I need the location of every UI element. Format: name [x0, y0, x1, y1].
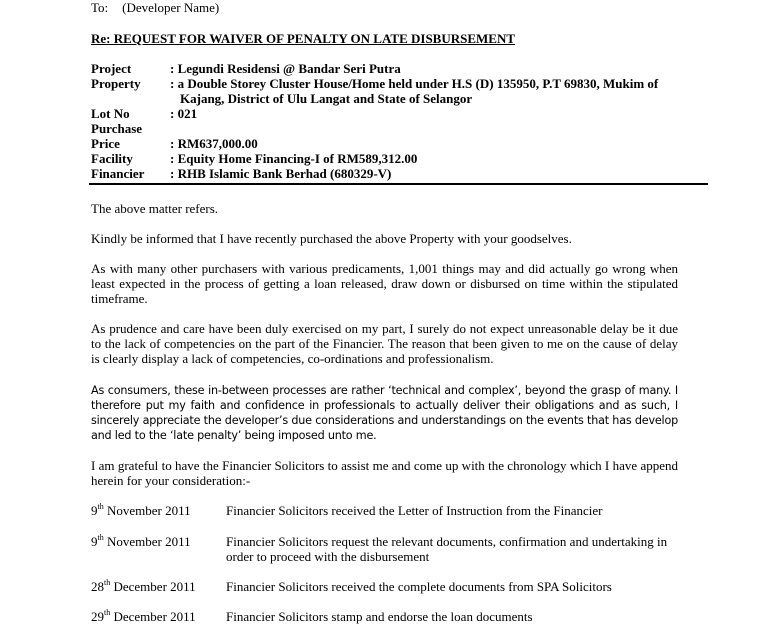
- detail-value: : Equity Home Financing-I of RM589,312.00: [170, 151, 418, 166]
- detail-value: : 021: [170, 106, 198, 121]
- detail-row: [91, 106, 707, 121]
- chronology-date: 9th November 2011: [91, 501, 191, 518]
- chronology-event: Financier Solicitors stamp and endorse the loan documents: [226, 609, 533, 624]
- detail-label: Financier: [91, 166, 145, 181]
- detail-value: : RHB Islamic Bank Berhad (680329-V): [170, 166, 392, 181]
- chronology-date: 29th December 2011: [91, 607, 196, 624]
- detail-row: [91, 121, 707, 136]
- chronology-date: 9th November 2011: [91, 532, 191, 549]
- chronology-row: [91, 503, 678, 518]
- detail-row: [91, 151, 707, 166]
- chronology-date: 28th December 2011: [91, 577, 196, 594]
- detail-value: : a Double Storey Cluster House/Home held under H.S (D) 135950, P.T 69830, Mukim of: [170, 76, 659, 91]
- paragraph: As prudence and care have been duly exercised on my part, I surely do not expect unreasonable delay be it due to the lack of competencies on the part of the Financier. The reason that been given to me on the cause of delay is clearly display a lack of competencies, co-ordinations and professionalism.: [91, 321, 678, 366]
- paragraph: As consumers, these in-between processes are rather ‘technical and complex’, beyond the grasp of many. I therefore put my faith and confidence in professionals to actually deliver their obligations and as such, I sincerely appreciate the developer’s due considerations and understandings on the events that has develop and led to the ‘late penalty’ being imposed unto me.: [91, 384, 678, 442]
- to-label: To:: [91, 0, 109, 15]
- detail-label: Lot No: [91, 106, 130, 121]
- detail-value: [170, 121, 707, 136]
- detail-value: : RM637,000.00: [170, 136, 258, 151]
- detail-label: Purchase: [91, 121, 143, 136]
- chronology-event: Financier Solicitors received the Letter of Instruction from the Financier: [226, 503, 603, 518]
- paragraph: I am grateful to have the Financier Solicitors to assist me and come up with the chronology which I have append herein for your consideration:-: [91, 458, 678, 488]
- property-details: [91, 61, 707, 181]
- header-divider: [89, 183, 708, 185]
- recipient-name: (Developer Name): [122, 0, 220, 15]
- chronology-row: [91, 579, 678, 594]
- detail-row: [91, 136, 707, 151]
- detail-row: [91, 166, 707, 181]
- recipient-line: [91, 0, 219, 15]
- chronology-event: Financier Solicitors request the relevant documents, confirmation and undertaking in order to proceed with the disbursement: [226, 534, 668, 564]
- paragraph: As with many other purchasers with various predicaments, 1,001 things may and did actually go wrong when least expected in the process of getting a loan released, draw down or disbursed on time within the stipulated timeframe.: [91, 261, 678, 306]
- detail-label: [91, 91, 170, 106]
- detail-label: Property: [91, 76, 141, 91]
- detail-value: : Legundi Residensi @ Bandar Seri Putra: [170, 61, 401, 76]
- detail-row: [91, 61, 707, 76]
- detail-label: Facility: [91, 151, 133, 166]
- chronology-row: [91, 534, 678, 564]
- paragraph: The above matter refers.: [91, 201, 219, 216]
- detail-label: Price: [91, 136, 120, 151]
- chronology-row: [91, 609, 678, 624]
- detail-row: [91, 76, 707, 91]
- detail-row: [91, 91, 707, 106]
- chronology-event: Financier Solicitors received the complete documents from SPA Solicitors: [226, 579, 612, 594]
- paragraph: Kindly be informed that I have recently purchased the above Property with your goodselves.: [91, 231, 572, 246]
- detail-label: Project: [91, 61, 132, 76]
- detail-value: Kajang, District of Ulu Langat and State of Selangor: [180, 91, 473, 106]
- subject-line: Re: REQUEST FOR WAIVER OF PENALTY ON LATE DISBURSEMENT: [91, 31, 516, 46]
